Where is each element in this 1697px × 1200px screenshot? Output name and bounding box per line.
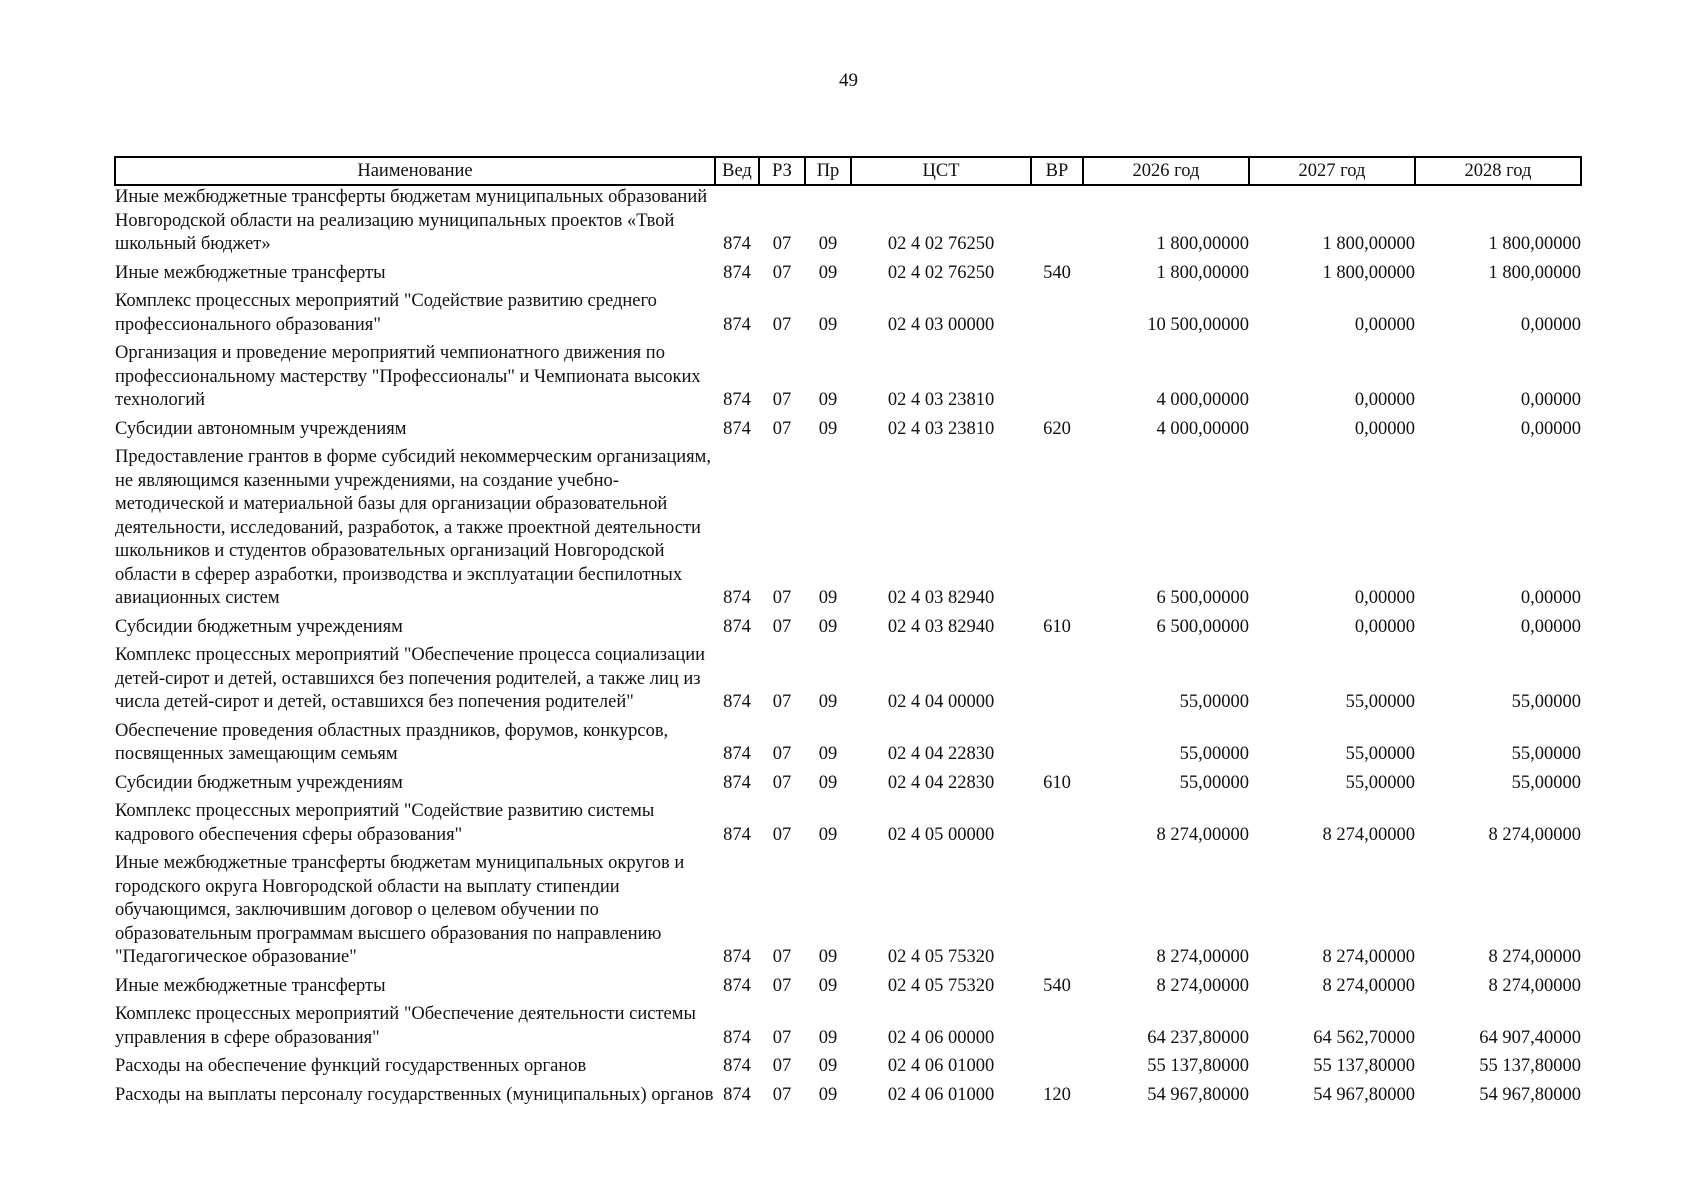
cell-cst: 02 4 05 75320 [887,947,995,967]
header-pr: Пр [805,157,851,185]
table-row [115,1003,1581,1055]
table-header-row [115,157,1581,185]
cell-2027: 55,00000 [1345,772,1415,793]
cell-2027: 1 800,00000 [1322,262,1415,283]
cell-2028: 8 274,00000 [1488,824,1581,845]
table-row [115,852,1581,975]
table-row [115,616,1581,645]
cell-vr [1031,1055,1083,1084]
cell-cst: 02 4 06 00000 [887,1027,995,1048]
cell-2027: 0,00000 [1354,390,1415,410]
table-row [115,772,1581,801]
table-row [115,975,1581,1004]
cell-2028: 55,00000 [1511,744,1581,764]
cell-pr: 09 [818,1084,838,1105]
cell-2026: 6 500,00000 [1156,588,1249,608]
cell-2026: 64 237,80000 [1147,1027,1249,1048]
cell-ved: 874 [723,772,751,793]
cell-name: Иные межбюджетные трансферты бюджетам муниципальных образований Новгородской области на реализацию муниципальных проектов «Твой школьный бюджет» [115,187,708,254]
cell-rz: 07 [772,692,792,712]
cell-rz: 07 [772,947,792,967]
cell-ved: 874 [723,692,751,712]
cell-rz: 07 [772,616,792,637]
cell-ved: 874 [723,1056,751,1076]
cell-rz: 07 [772,772,792,793]
cell-pr: 09 [818,390,838,410]
cell-ved: 874 [723,824,751,845]
cell-name: Субсидии бюджетным учреждениям [115,772,403,793]
cell-2026: 6 500,00000 [1156,616,1249,637]
cell-rz: 07 [772,262,792,283]
cell-cst: 02 4 02 76250 [887,262,995,283]
cell-2028: 8 274,00000 [1488,975,1581,996]
cell-2027: 54 967,80000 [1313,1084,1415,1105]
cell-vr [1031,852,1083,975]
table-row [115,720,1581,772]
cell-rz: 07 [772,418,792,439]
cell-vr [1031,185,1083,262]
cell-ved: 874 [723,616,751,637]
table-row [115,342,1581,418]
cell-2028: 1 800,00000 [1488,262,1581,283]
cell-ved: 874 [723,947,751,967]
cell-2026: 4 000,00000 [1156,390,1249,410]
cell-rz: 07 [772,588,792,608]
cell-2027: 55,00000 [1345,744,1415,764]
cell-cst: 02 4 03 82940 [887,588,995,608]
cell-vr [1031,1003,1083,1055]
cell-vr: 610 [1043,616,1071,637]
cell-pr: 09 [818,947,838,967]
cell-2028: 64 907,40000 [1479,1027,1581,1048]
cell-name: Расходы на выплаты персоналу государственных (муниципальных) органов [115,1084,714,1105]
header-rz: РЗ [759,157,805,185]
cell-rz: 07 [772,975,792,996]
cell-vr [1031,290,1083,342]
cell-2026: 10 500,00000 [1147,314,1249,335]
cell-ved: 874 [723,262,751,283]
cell-2028: 55,00000 [1511,692,1581,712]
cell-pr: 09 [818,262,838,283]
cell-vr: 540 [1043,975,1071,996]
cell-pr: 09 [818,692,838,712]
cell-2027: 55 137,80000 [1313,1056,1415,1076]
cell-2028: 8 274,00000 [1488,947,1581,967]
cell-2026: 55,00000 [1179,692,1249,712]
cell-vr: 540 [1043,262,1071,283]
cell-vr [1031,800,1083,852]
cell-name: Комплекс процессных мероприятий "Обеспечение деятельности системы управления в сфере образования" [115,1004,696,1048]
cell-ved: 874 [723,588,751,608]
cell-name: Субсидии бюджетным учреждениям [115,616,403,637]
cell-name: Расходы на обеспечение функций государственных органов [115,1056,587,1076]
cell-pr: 09 [818,824,838,845]
cell-cst: 02 4 03 00000 [887,314,995,335]
cell-2026: 8 274,00000 [1156,947,1249,967]
cell-rz: 07 [772,744,792,764]
cell-ved: 874 [723,314,751,335]
cell-2028: 0,00000 [1520,418,1581,439]
cell-pr: 09 [818,314,838,335]
cell-cst: 02 4 04 22830 [887,744,995,764]
table-row [115,290,1581,342]
cell-name: Иные межбюджетные трансферты [115,262,386,283]
cell-2026: 54 967,80000 [1147,1084,1249,1105]
header-vr: ВР [1031,157,1083,185]
cell-2028: 54 967,80000 [1479,1084,1581,1105]
cell-cst: 02 4 04 00000 [887,692,995,712]
cell-2027: 0,00000 [1354,418,1415,439]
cell-2027: 0,00000 [1354,314,1415,335]
cell-rz: 07 [772,1056,792,1076]
cell-2028: 1 800,00000 [1488,234,1581,254]
cell-2028: 0,00000 [1520,588,1581,608]
cell-2026: 8 274,00000 [1156,824,1249,845]
cell-name: Обеспечение проведения областных праздников, форумов, конкурсов, посвященных замещающим семьям [115,720,669,764]
cell-ved: 874 [723,744,751,764]
cell-rz: 07 [772,824,792,845]
cell-2027: 8 274,00000 [1322,824,1415,845]
cell-2027: 64 562,70000 [1313,1027,1415,1048]
cell-ved: 874 [723,390,751,410]
cell-2027: 0,00000 [1354,616,1415,637]
cell-ved: 874 [723,1027,751,1048]
cell-name: Иные межбюджетные трансферты [115,975,386,996]
cell-vr: 120 [1043,1084,1071,1105]
cell-cst: 02 4 05 75320 [887,975,995,996]
table-row [115,418,1581,447]
cell-2026: 55,00000 [1179,772,1249,793]
cell-vr: 620 [1043,418,1071,439]
cell-name: Комплекс процессных мероприятий "Обеспечение процесса социализации детей-сирот и детей, оставшихся без попечения родителей, а также лиц из числа детей-сирот и детей, оставшихся без попечения родителей" [115,645,706,712]
header-name: Наименование [115,157,715,185]
cell-pr: 09 [818,616,838,637]
cell-name: Субсидии автономным учреждениям [115,418,407,439]
cell-pr: 09 [818,588,838,608]
cell-2026: 55,00000 [1179,744,1249,764]
cell-vr: 610 [1043,772,1071,793]
cell-pr: 09 [818,1056,838,1076]
cell-vr [1031,720,1083,772]
header-ved: Вед [715,157,759,185]
cell-2028: 0,00000 [1520,314,1581,335]
cell-2026: 8 274,00000 [1156,975,1249,996]
cell-rz: 07 [772,390,792,410]
cell-2026: 1 800,00000 [1156,234,1249,254]
cell-rz: 07 [772,1084,792,1105]
cell-pr: 09 [818,772,838,793]
cell-pr: 09 [818,1027,838,1048]
cell-ved: 874 [723,234,751,254]
table-row [115,1055,1581,1084]
cell-pr: 09 [818,975,838,996]
budget-table [114,156,1582,1112]
cell-2028: 0,00000 [1520,390,1581,410]
table-row [115,262,1581,291]
header-2028: 2028 год [1415,157,1581,185]
cell-2028: 55,00000 [1511,772,1581,793]
table-row [115,800,1581,852]
cell-ved: 874 [723,975,751,996]
cell-2027: 8 274,00000 [1322,975,1415,996]
cell-pr: 09 [818,418,838,439]
cell-rz: 07 [772,234,792,254]
cell-cst: 02 4 03 23810 [887,418,995,439]
cell-cst: 02 4 05 00000 [887,824,995,845]
cell-name: Предоставление грантов в форме субсидий некоммерческим организациям, не являющимся казенными учреждениями, на создание учебно-методической и материальной базы для организации образовательной деятельности, исследований, разработок, а также проектной деятельности школьников и студентов образовательных организаций Новгородской области в сферер азработки, производства и эксплуатации беспилотных авиационных систем [115,447,711,608]
cell-2027: 8 274,00000 [1322,947,1415,967]
cell-2028: 55 137,80000 [1479,1056,1581,1076]
cell-rz: 07 [772,1027,792,1048]
table-row [115,1084,1581,1113]
cell-2027: 1 800,00000 [1322,234,1415,254]
header-2026: 2026 год [1083,157,1249,185]
cell-name: Иные межбюджетные трансферты бюджетам муниципальных округов и городского округа Новгородской области на выплату стипендии обучающимся, заключившим договор о целевом обучении по образовательным программам высшего образования по направлению "Педагогическое образование" [115,853,685,967]
cell-cst: 02 4 03 23810 [887,390,995,410]
cell-2026: 4 000,00000 [1156,418,1249,439]
cell-2028: 0,00000 [1520,616,1581,637]
table-row [115,185,1581,262]
cell-2026: 1 800,00000 [1156,262,1249,283]
cell-pr: 09 [818,234,838,254]
cell-vr [1031,342,1083,418]
cell-2027: 55,00000 [1345,692,1415,712]
table-row [115,446,1581,616]
cell-pr: 09 [818,744,838,764]
cell-vr [1031,644,1083,720]
cell-cst: 02 4 06 01000 [887,1056,995,1076]
cell-name: Организация и проведение мероприятий чемпионатного движения по профессиональному мастерству "Профессионалы" и Чемпионата высоких технологий [115,343,701,410]
header-cst: ЦСТ [851,157,1031,185]
page-number: 49 [839,70,858,91]
cell-ved: 874 [723,418,751,439]
cell-rz: 07 [772,314,792,335]
cell-cst: 02 4 03 82940 [887,616,995,637]
cell-cst: 02 4 06 01000 [887,1084,995,1105]
cell-vr [1031,446,1083,616]
cell-2027: 0,00000 [1354,588,1415,608]
header-2027: 2027 год [1249,157,1415,185]
cell-name: Комплекс процессных мероприятий "Содействие развитию системы кадрового обеспечения сферы образования" [115,801,655,845]
table-row [115,644,1581,720]
cell-2026: 55 137,80000 [1147,1056,1249,1076]
cell-name: Комплекс процессных мероприятий "Содействие развитию среднего профессионального образования" [115,291,657,335]
cell-ved: 874 [723,1084,751,1105]
cell-cst: 02 4 04 22830 [887,772,995,793]
cell-cst: 02 4 02 76250 [887,234,995,254]
